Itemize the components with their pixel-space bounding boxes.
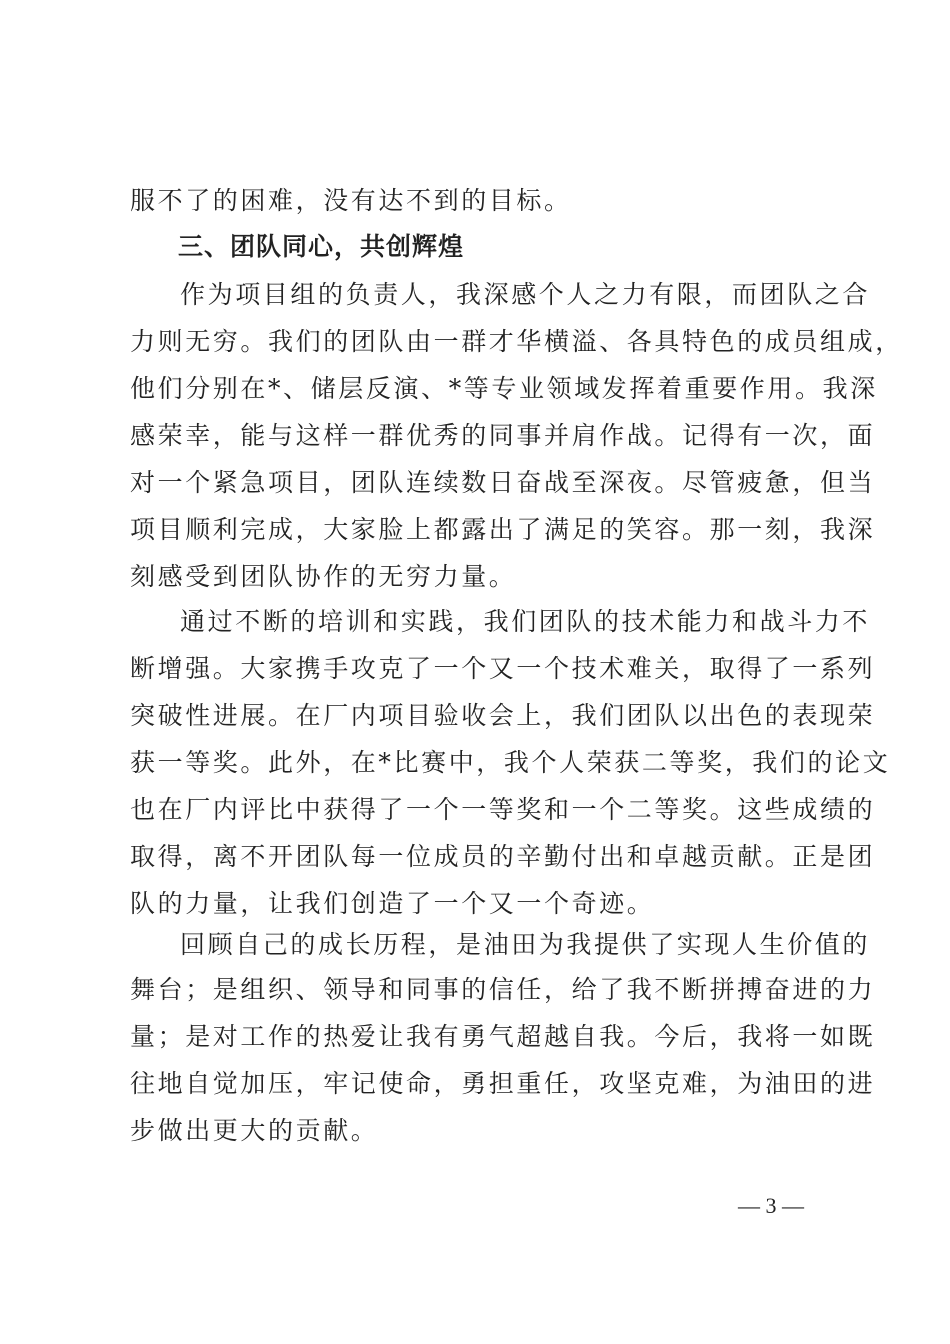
paragraph-line: 往地自觉加压，牢记使命，勇担重任，攻坚克难，为油田的进 bbox=[130, 1069, 876, 1098]
paragraph-line: 突破性进展。在厂内项目验收会上，我们团队以出色的表现荣 bbox=[130, 701, 876, 730]
paragraph-line: 也在厂内评比中获得了一个一等奖和一个二等奖。这些成绩的 bbox=[130, 795, 876, 824]
page-number: — 3 — bbox=[738, 1193, 804, 1218]
paragraph-line: 力则无穷。我们的团队由一群才华横溢、各具特色的成员组成， bbox=[130, 327, 903, 356]
continuation-line: 服不了的困难，没有达不到的目标。 bbox=[130, 186, 572, 215]
section-heading: 三、团队同心，共创辉煌 bbox=[178, 232, 465, 261]
paragraph-line: 取得，离不开团队每一位成员的辛勤付出和卓越贡献。正是团 bbox=[130, 842, 876, 871]
paragraph-line: 获一等奖。此外，在*比赛中，我个人荣获二等奖，我们的论文 bbox=[130, 748, 891, 777]
paragraph-line: 通过不断的培训和实践，我们团队的技术能力和战斗力不 bbox=[180, 607, 871, 636]
paragraph-line: 项目顺利完成，大家脸上都露出了满足的笑容。那一刻，我深 bbox=[130, 515, 876, 544]
paragraph-line: 量；是对工作的热爱让我有勇气超越自我。今后，我将一如既 bbox=[130, 1022, 876, 1051]
paragraph-line: 作为项目组的负责人，我深感个人之力有限，而团队之合 bbox=[180, 280, 871, 309]
paragraph-line: 对一个紧急项目，团队连续数日奋战至深夜。尽管疲惫，但当 bbox=[130, 468, 876, 497]
paragraph-line: 步做出更大的贡献。 bbox=[130, 1116, 379, 1145]
paragraph-line: 舞台；是组织、领导和同事的信任，给了我不断拼搏奋进的力 bbox=[130, 975, 876, 1004]
paragraph-line: 断增强。大家携手攻克了一个又一个技术难关，取得了一系列 bbox=[130, 654, 876, 683]
paragraph-line: 回顾自己的成长历程，是油田为我提供了实现人生价值的 bbox=[180, 930, 871, 959]
paragraph-line: 刻感受到团队协作的无穷力量。 bbox=[130, 562, 517, 591]
paragraph-line: 他们分别在*、储层反演、*等专业领域发挥着重要作用。我深 bbox=[130, 374, 878, 403]
paragraph-line: 队的力量，让我们创造了一个又一个奇迹。 bbox=[130, 889, 655, 918]
paragraph-line: 感荣幸，能与这样一群优秀的同事并肩作战。记得有一次，面 bbox=[130, 421, 876, 450]
